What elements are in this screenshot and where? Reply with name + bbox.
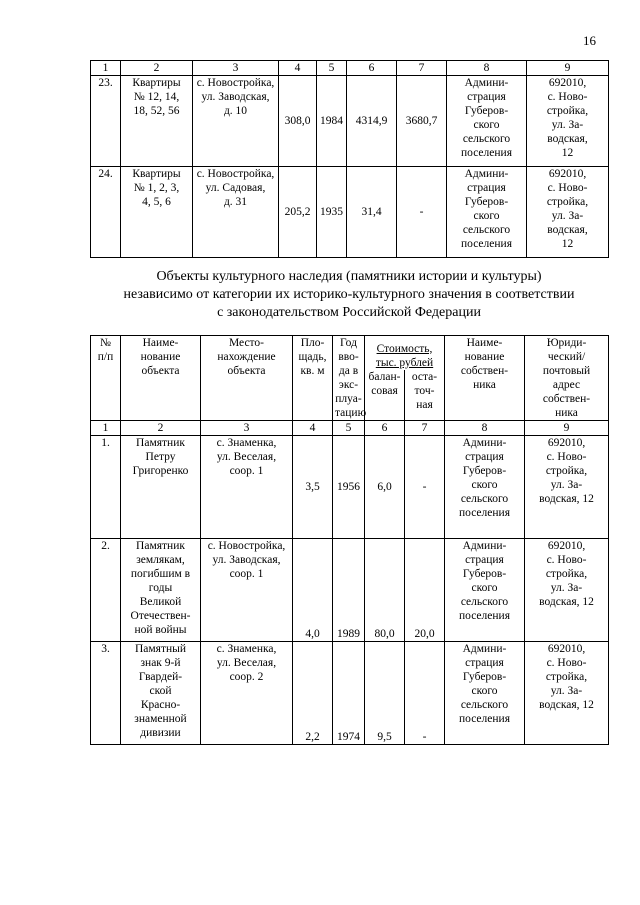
column-number: 3 <box>193 61 279 76</box>
heading-line: с законодательством Российской Федерации <box>217 305 481 320</box>
row-number: 2. <box>91 539 121 642</box>
object-location: с. Знаменка, ул. Веселая, соор. 1 <box>201 436 293 539</box>
object-name: Памятник землякам, погибшим в годы Великой Отечествен- ной войны <box>121 539 201 642</box>
owner-name: Админи- страция Губеров- ского сельского поселения <box>445 436 525 539</box>
residual-cost: - <box>405 642 445 745</box>
table-row <box>91 436 609 539</box>
heading-line: независимо от категории их историко-культурного значения в соответствии <box>123 287 575 302</box>
owner-name: Админи- страция Губеров- ского сельского поселения <box>445 642 525 745</box>
owner-address: 692010, с. Ново- стройка, ул. За- водская, 12 <box>527 167 609 258</box>
balance-cost: 80,0 <box>365 539 405 642</box>
column-number-row <box>91 421 609 436</box>
owner-address: 692010, с. Ново- стройка, ул. За- водская, 12 <box>525 539 609 642</box>
column-number: 4 <box>279 61 317 76</box>
object-area: 205,2 <box>279 167 317 258</box>
object-name: Памятный знак 9-й Гвардей- ской Красно- знаменной дивизии <box>121 642 201 745</box>
owner-name: Админи- страция Губеров- ского сельского поселения <box>445 539 525 642</box>
object-location: с. Новостройка, ул. Заводская, соор. 1 <box>201 539 293 642</box>
header-row <box>91 336 609 370</box>
column-number: 5 <box>333 421 365 436</box>
object-location: с. Знаменка, ул. Веселая, соор. 2 <box>201 642 293 745</box>
property-table-continued <box>90 60 609 258</box>
residual-cost: - <box>397 167 447 258</box>
object-year: 1974 <box>333 642 365 745</box>
column-number: 7 <box>405 421 445 436</box>
object-name: Квартиры № 12, 14, 18, 52, 56 <box>121 76 193 167</box>
column-number: 9 <box>525 421 609 436</box>
balance-cost: 4314,9 <box>347 76 397 167</box>
header-balance: балан- совая <box>365 370 405 421</box>
column-number: 5 <box>317 61 347 76</box>
object-year: 1984 <box>317 76 347 167</box>
header-cost: Стоимость, тыс. рублей <box>365 336 445 370</box>
object-name: Памятник Петру Григоренко <box>121 436 201 539</box>
owner-name: Админи- страция Губеров- ского сельского поселения <box>447 76 527 167</box>
owner-address: 692010, с. Ново- стройка, ул. За- водская, 12 <box>525 436 609 539</box>
table-row <box>91 539 609 642</box>
column-number: 2 <box>121 61 193 76</box>
column-number: 2 <box>121 421 201 436</box>
object-year: 1935 <box>317 167 347 258</box>
column-number: 1 <box>91 421 121 436</box>
object-area: 2,2 <box>293 642 333 745</box>
owner-address: 692010, с. Ново- стройка, ул. За- водская, 12 <box>525 642 609 745</box>
page-number: 16 <box>583 33 596 48</box>
column-number: 9 <box>527 61 609 76</box>
table-row <box>91 167 609 258</box>
row-number: 23. <box>91 76 121 167</box>
residual-cost: 3680,7 <box>397 76 447 167</box>
owner-name: Админи- страция Губеров- ского сельского поселения <box>447 167 527 258</box>
object-area: 308,0 <box>279 76 317 167</box>
column-number: 8 <box>445 421 525 436</box>
header-address: Юриди- ческий/ почтовый адрес собствен- ника <box>525 336 609 421</box>
row-number: 1. <box>91 436 121 539</box>
row-number: 24. <box>91 167 121 258</box>
object-location: с. Новостройка, ул. Заводская, д. 10 <box>193 76 279 167</box>
column-number: 1 <box>91 61 121 76</box>
balance-cost: 6,0 <box>365 436 405 539</box>
cultural-heritage-table <box>90 335 609 745</box>
column-number: 3 <box>201 421 293 436</box>
residual-cost: 20,0 <box>405 539 445 642</box>
column-number: 7 <box>397 61 447 76</box>
owner-address: 692010, с. Ново- стройка, ул. За- водская, 12 <box>527 76 609 167</box>
column-number: 6 <box>347 61 397 76</box>
header-residual: оста- точ- ная <box>405 370 445 421</box>
row-number: 3. <box>91 642 121 745</box>
header-number: № п/п <box>91 336 121 421</box>
object-name: Квартиры № 1, 2, 3, 4, 5, 6 <box>121 167 193 258</box>
object-area: 3,5 <box>293 436 333 539</box>
header-name: Наиме- нование объекта <box>121 336 201 421</box>
residual-cost: - <box>405 436 445 539</box>
header-area: Пло- щадь, кв. м <box>293 336 333 421</box>
table-row <box>91 642 609 745</box>
column-number: 8 <box>447 61 527 76</box>
header-year: Год вво- да в экс- плуа- тацию <box>333 336 365 421</box>
table-row <box>91 76 609 167</box>
column-number: 6 <box>365 421 405 436</box>
balance-cost: 9,5 <box>365 642 405 745</box>
header-owner: Наиме- нование собствен- ника <box>445 336 525 421</box>
heading-line: Объекты культурного наследия (памятники истории и культуры) <box>156 269 542 284</box>
header-location: Место- нахождение объекта <box>201 336 293 421</box>
object-location: с. Новостройка, ул. Садовая, д. 31 <box>193 167 279 258</box>
balance-cost: 31,4 <box>347 167 397 258</box>
section-heading <box>90 268 608 322</box>
column-number-row <box>91 61 609 76</box>
object-area: 4,0 <box>293 539 333 642</box>
object-year: 1956 <box>333 436 365 539</box>
column-number: 4 <box>293 421 333 436</box>
object-year: 1989 <box>333 539 365 642</box>
